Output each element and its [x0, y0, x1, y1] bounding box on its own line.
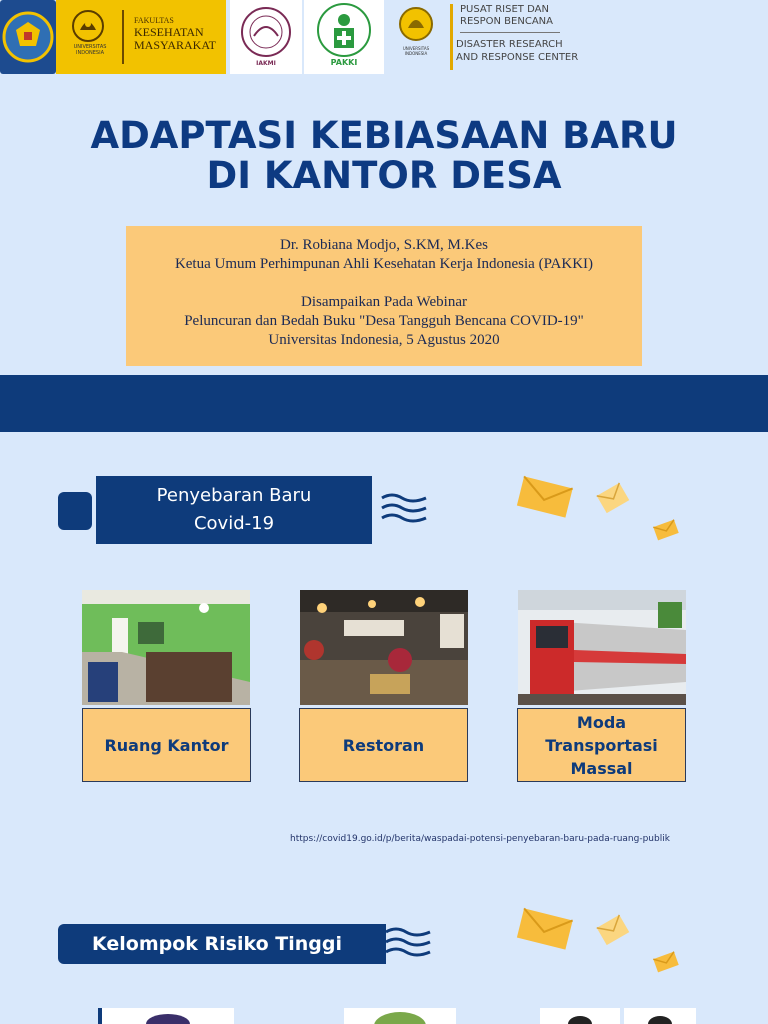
card-label: Moda Transportasi Massal: [545, 712, 658, 778]
faculty-label: FAKULTAS: [134, 16, 174, 25]
title-line2: DI KANTOR DESA: [206, 154, 562, 197]
ui-logo: [388, 0, 444, 74]
risk-group-image: [98, 1008, 234, 1024]
faculty-name-line2: MASYARAKAT: [134, 38, 217, 52]
card-label: Restoran: [342, 735, 425, 755]
drrc-divider: [460, 32, 560, 33]
restaurant-photo: [300, 590, 468, 705]
risk-group-image: [344, 1008, 456, 1024]
pakki-logo: [304, 0, 384, 74]
place-date: Universitas Indonesia, 5 Agustus 2020: [268, 332, 500, 348]
drrc-name-id: PUSAT RISET DAN RESPON BENCANA: [460, 4, 553, 27]
event-name: Peluncuran dan Bedah Buku "Desa Tangguh Bencana COVID-19": [184, 313, 584, 329]
faculty-name-line1: KESEHATAN: [134, 25, 204, 39]
restaurant-image: [300, 590, 468, 705]
envelope-icon: [596, 912, 630, 948]
office-photo: [82, 590, 250, 705]
makara-icon: [388, 0, 444, 46]
page-title: [0, 116, 768, 196]
section-title-line1: Penyebaran Baru: [156, 485, 312, 506]
title-line1: ADAPTASI KEBIASAAN BARU: [90, 114, 678, 157]
wave-lines-icon: [384, 924, 434, 964]
card-moda-transportasi: [517, 708, 686, 782]
ui-name-text: UNIVERSITAS INDONESIA: [402, 46, 430, 56]
drrc-logo: [450, 0, 580, 74]
card-restoran: [299, 708, 468, 782]
iakmi-logo: [230, 0, 302, 74]
presented-label: Disampaikan Pada Webinar: [301, 294, 467, 310]
speaker-role: Ketua Umum Perhimpunan Ahli Kesehatan Kerja Indonesia (PAKKI): [174, 256, 594, 272]
risk-group-image: [540, 1008, 620, 1024]
envelope-icon: [516, 906, 574, 950]
ministry-logo: [0, 0, 56, 74]
drrc-accent-bar: [450, 4, 453, 70]
section-tab: [58, 492, 92, 530]
garuda-emblem-icon: [0, 0, 56, 74]
navy-band: [0, 375, 768, 432]
card-ruang-kantor: [82, 708, 251, 782]
train-photo: [518, 590, 686, 705]
ui-name-text: UNIVERSITAS INDONESIA: [73, 44, 107, 56]
office-room-image: [82, 590, 250, 705]
envelope-icon: [516, 474, 574, 518]
section-header-penyebaran: [96, 476, 372, 544]
fkm-ui-logo: [56, 0, 226, 74]
wave-lines-icon: [380, 490, 430, 530]
envelope-icon: [596, 480, 630, 516]
faculty-name: [134, 26, 216, 52]
section-header-kelompok-risiko: Kelompok Risiko Tinggi: [58, 924, 386, 964]
envelope-icon: [652, 518, 680, 542]
source-link[interactable]: https://covid19.go.id/p/berita/waspadai-potensi-penyebaran-baru-pada-ruang-publik: [290, 834, 670, 844]
makara-icon: [70, 8, 106, 44]
card-label: Ruang Kantor: [104, 735, 229, 755]
speaker-name: Dr. Robiana Modjo, S.KM, M.Kes: [280, 237, 488, 253]
risk-group-image: [624, 1008, 696, 1024]
logo-strip: [0, 0, 768, 76]
pakki-seal-icon: [304, 0, 384, 58]
logo-divider: [122, 10, 124, 64]
commuter-train-image: [518, 590, 686, 705]
speaker-info-box: [126, 226, 642, 366]
iakmi-label: IAKMI: [256, 60, 276, 67]
drrc-name-en: DISASTER RESEARCH AND RESPONSE CENTER: [456, 39, 579, 63]
section-title-line2: Covid-19: [193, 513, 275, 534]
envelope-icon: [652, 950, 680, 974]
iakmi-seal-icon: [230, 0, 302, 60]
pakki-label: PAKKI: [330, 58, 358, 67]
